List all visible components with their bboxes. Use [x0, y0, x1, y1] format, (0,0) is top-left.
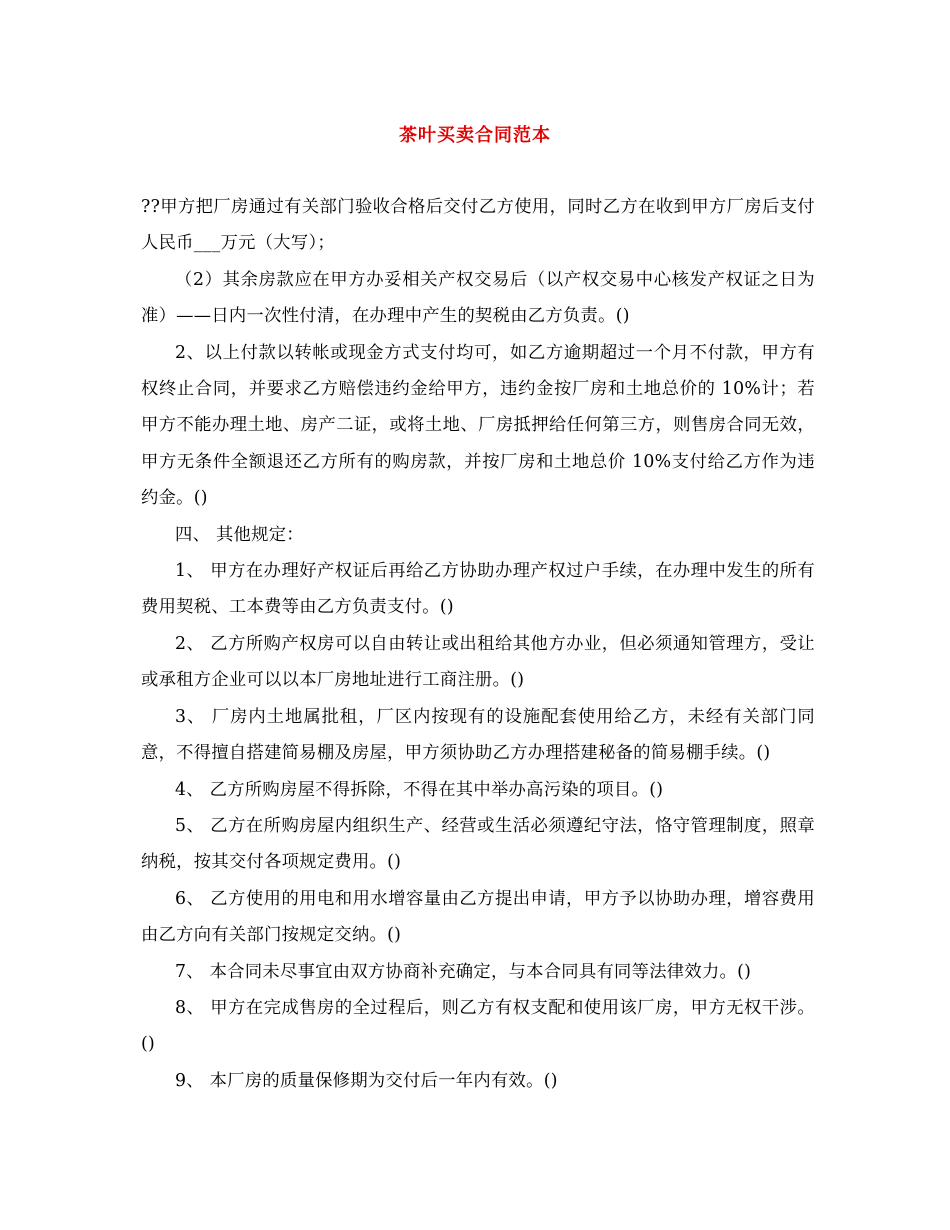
clause-9: 9、 本厂房的质量保修期为交付后一年内有效。() [175, 1070, 558, 1091]
clause-5: 5、 乙方在所购房屋内组织生产、经营或生活必须遵纪守法，恪守管理制度，照章纳税，按其交付各项规定费用。() [141, 815, 815, 873]
document-body [141, 189, 815, 1099]
clause-7: 7、 本合同未尽事宜由双方协商补充确定，与本合同具有同等法律效力。() [175, 961, 752, 982]
paragraph-payment-remaining: （2）其余房款应在甲方办妥相关产权交易后（以产权交易中心核发产权证之日为准）——日内一次性付清，在办理中产生的契税由乙方负责。() [141, 269, 815, 327]
clause-8: 8、 甲方在完成售房的全过程后，则乙方有权支配和使用该厂房，甲方无权干涉。() [141, 997, 815, 1055]
clause-2: 2、 乙方所购产权房可以自由转让或出租给其他方办业，但必须通知管理方，受让或承租方企业可以以本厂房地址进行工商注册。() [141, 633, 815, 691]
paragraph-payment-first: ??甲方把厂房通过有关部门验收合格后交付乙方使用，同时乙方在收到甲方厂房后支付人民币___万元（大写）； [141, 197, 815, 254]
clause-3: 3、 厂房内土地属批租，厂区内按现有的设施配套使用给乙方，未经有关部门同意，不得擅自搭建简易棚及房屋，甲方须协助乙方办理搭建秘备的简易棚手续。() [141, 706, 815, 764]
clause-6: 6、 乙方使用的用电和用水增容量由乙方提出申请，甲方予以协助办理，增容费用由乙方向有关部门按规定交纳。() [141, 888, 815, 946]
paragraph-payment-method: 2、以上付款以转帐或现金方式支付均可，如乙方逾期超过一个月不付款，甲方有权终止合同，并要求乙方赔偿违约金给甲方，违约金按厂房和土地总价的 10%计；若甲方不能办理土地、房产二证，或将土地、厂房抵押给任何第三方，则售房合同无效，甲方无条件全额退还乙方所有的购房款，并按厂房和土地总价 10%支付给乙方作为违约金。() [141, 342, 815, 509]
document-title: 茶叶买卖合同范本 [399, 125, 551, 146]
clause-4: 4、 乙方所购房屋不得拆除，不得在其中举办高污染的项目。() [175, 779, 664, 800]
clause-1: 1、 甲方在办理好产权证后再给乙方协助办理产权过户手续，在办理中发生的所有费用契税、工本费等由乙方负责支付。() [141, 561, 815, 618]
section-heading-other-provisions: 四、 其他规定： [175, 524, 304, 545]
